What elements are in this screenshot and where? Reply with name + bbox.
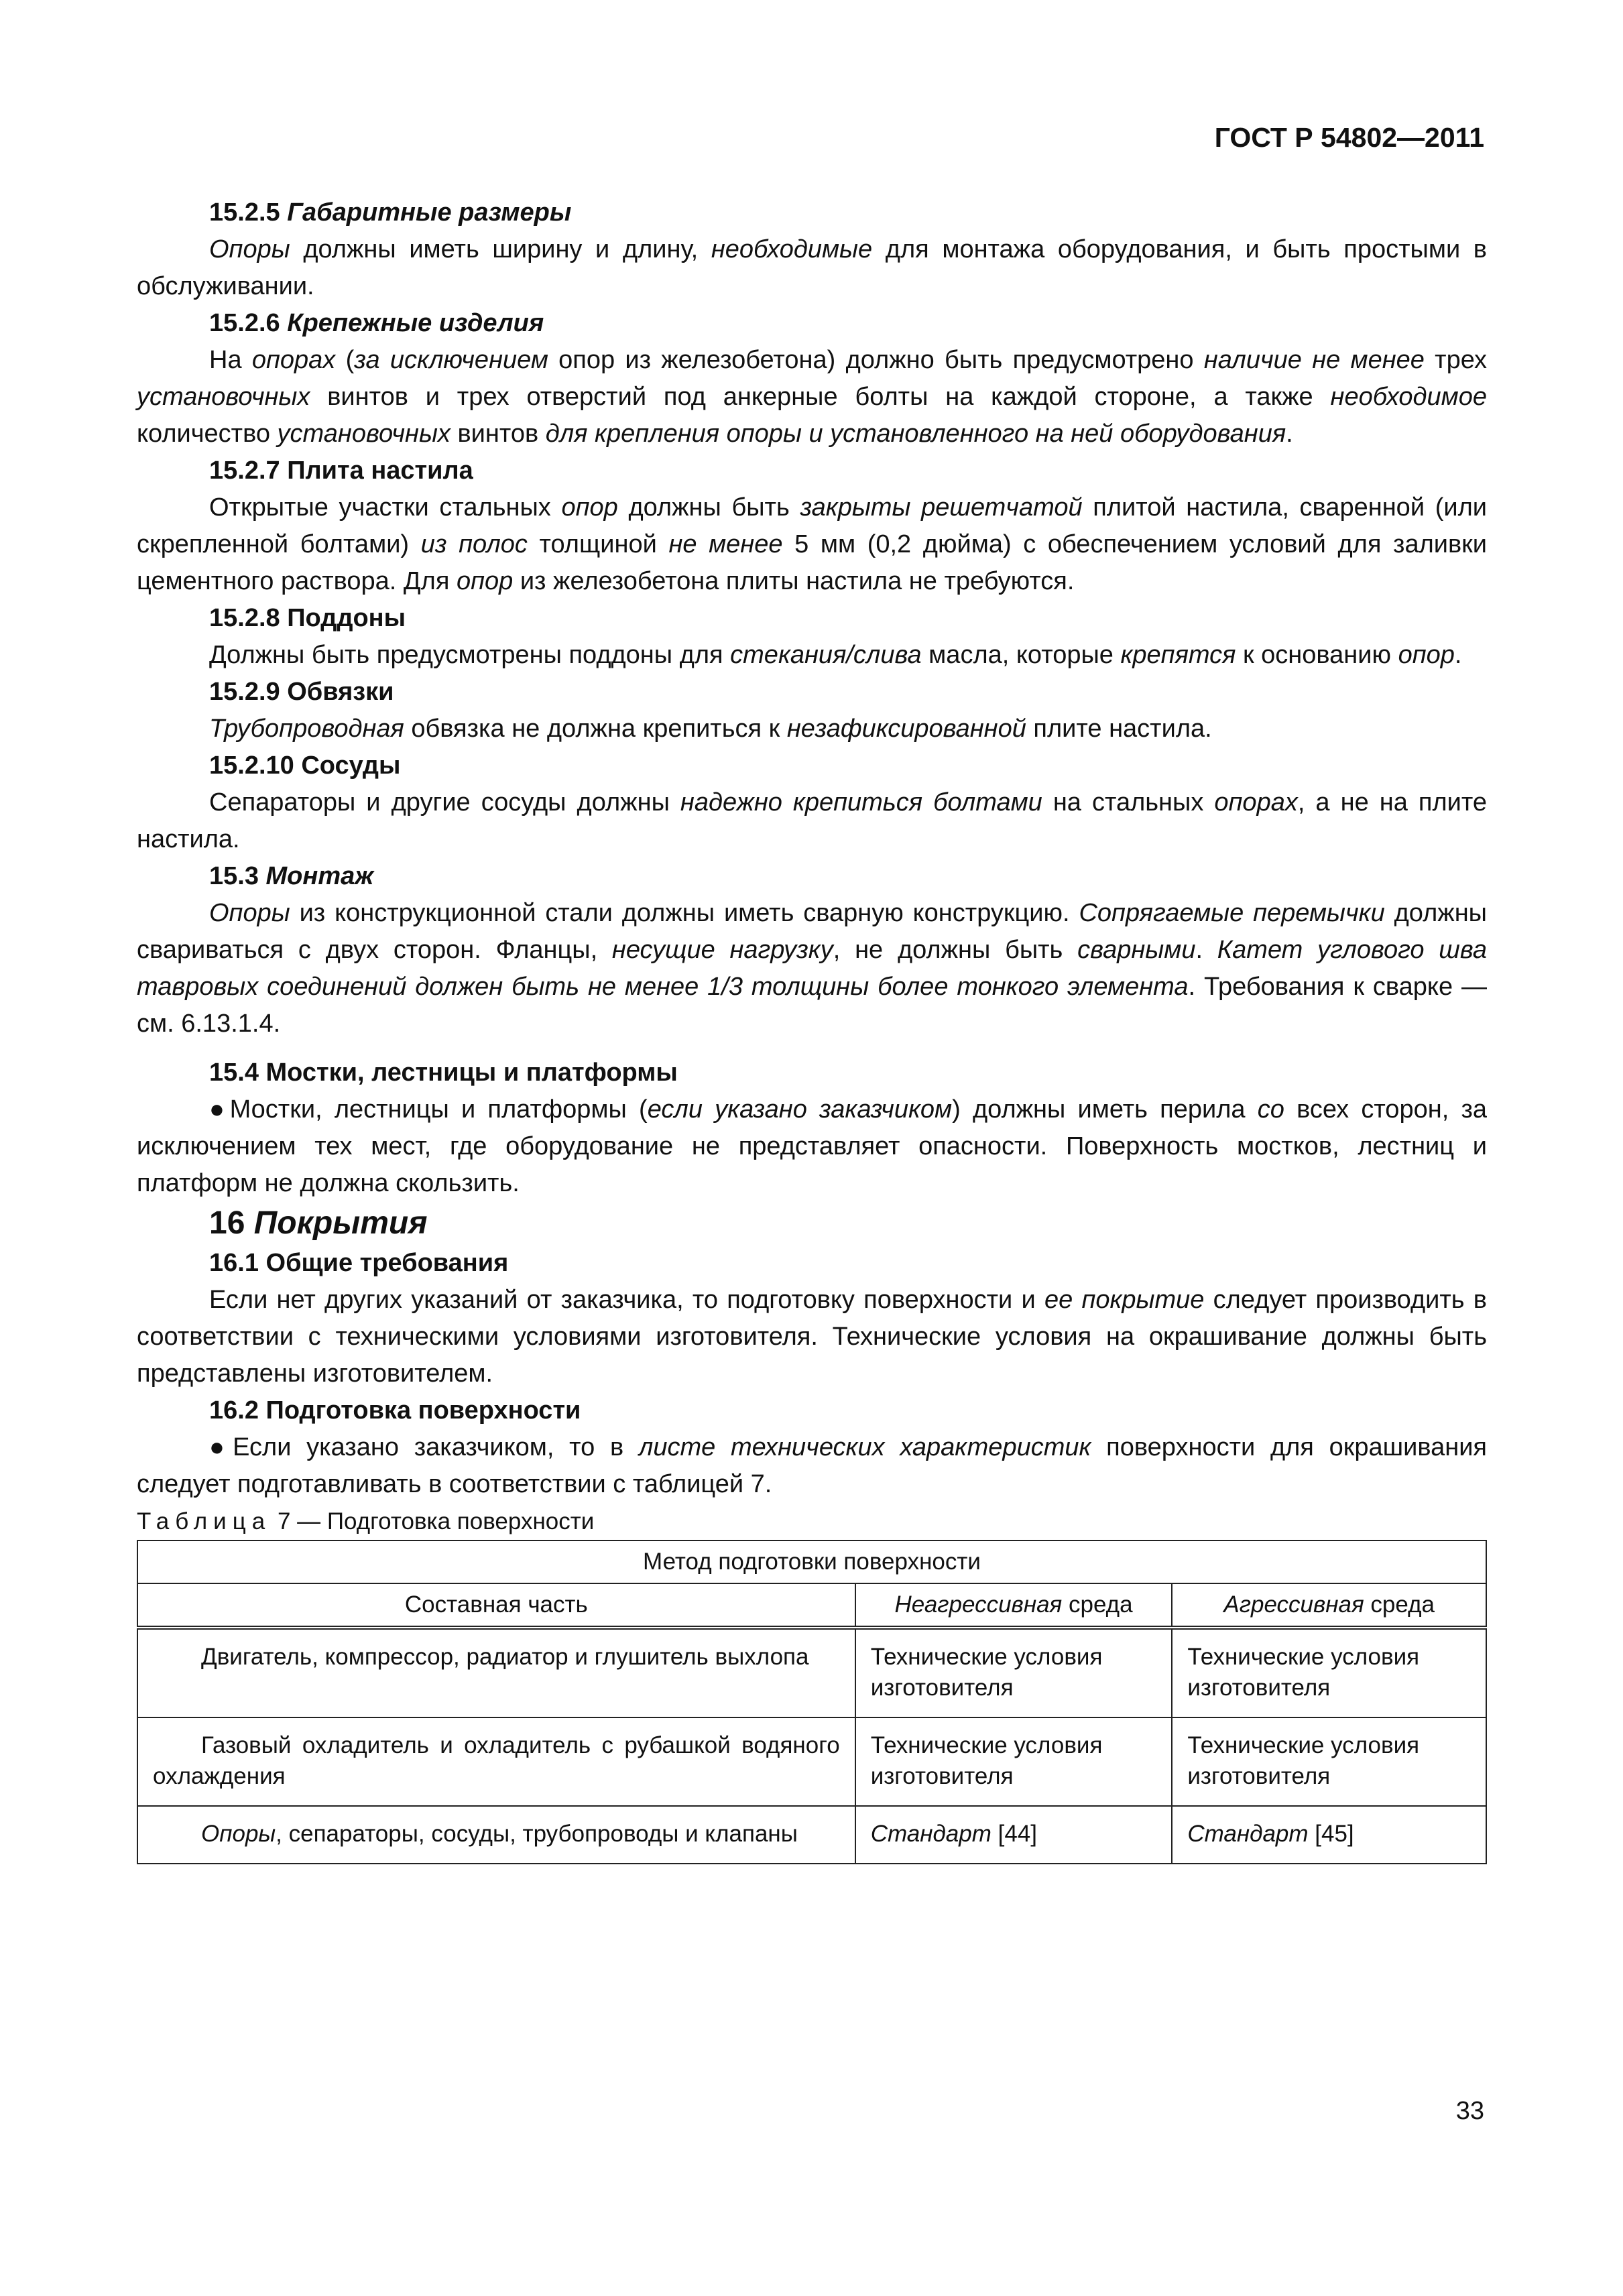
heading-number: 15.2.6 [209,309,288,337]
heading-title: Покрытия [253,1205,428,1241]
text-run: установочных [277,420,450,448]
table-header-row [137,1540,1486,1583]
text-run: [44] [991,1821,1037,1847]
text-run: толщиной [527,530,669,558]
text-run: Сепараторы и другие сосуды должны [209,788,680,817]
text-run: Стандарт [870,1821,991,1847]
text-run: опорах [251,346,336,374]
text-run: Неагрессивная [894,1591,1063,1618]
text-run: . Требования к сварке — см. 6.13.1.4. [137,973,1487,1038]
text-run: . [1195,936,1217,964]
text-run: за исключением [354,346,548,374]
column-header-non-aggressive [855,1583,1173,1628]
text-run: установочных [137,383,310,411]
table-cell: Газовый охладитель и охладитель с рубашкой водяного охлаждения [137,1717,855,1806]
heading-15-2-5 [137,194,1487,231]
text-run: Опоры [209,235,290,263]
text-run: масла, которые [921,641,1121,669]
paragraph-15-2-5 [137,231,1487,305]
heading-title: Монтаж [265,862,374,890]
text-run: из железобетона плиты настила не требуются. [513,567,1075,595]
text-run: должны свариваться с двух сторон. Фланцы, [137,899,1487,964]
text-run: Открытые участки стальных [209,493,562,522]
table-cell: Технические условия изготовителя [1172,1628,1486,1717]
table-caption [137,1503,1487,1540]
text-run: Агрессивная [1223,1591,1364,1618]
text-run: , сепараторы, сосуды, трубопроводы и клапаны [276,1821,798,1847]
text-run: крепятся [1120,641,1236,669]
heading-15-3 [137,858,1487,895]
text-run: среда [1364,1591,1435,1618]
text-run: среда [1062,1591,1133,1618]
text-run: , не должны быть [833,936,1078,964]
text-run: трех [1424,346,1487,374]
heading-15-2-9: 15.2.9 Обвязки [209,678,394,706]
table-cell [137,1806,855,1864]
text-run: , а не на плите настила. [137,788,1487,853]
text-run: плитой настила, сваренной (или скрепленной болтами) [137,493,1487,558]
paragraph-15-2-10 [137,784,1487,858]
table-header-method: Метод подготовки поверхности [137,1540,1486,1583]
paragraph-15-2-8 [137,637,1487,674]
paragraph-15-4 [137,1091,1487,1202]
text-run: На [209,346,252,374]
bullet-icon: ● [209,1095,230,1124]
text-run: должны иметь ширину и длину, [290,235,711,263]
text-run: . [1286,420,1293,448]
text-run: необходимые [711,235,873,263]
text-run: всех сторон, за исключением тех мест, где оборудование не представляет опасности. Поверхность мостков, лестниц и платформ не должна скользить. [137,1095,1488,1197]
heading-15-2-6 [137,305,1487,342]
paragraph-15-3 [137,895,1487,1042]
text-run: из полос [420,530,528,558]
heading-15-2-7: 15.2.7 Плита настила [209,457,473,485]
paragraph-15-2-7 [137,489,1487,600]
text-run: листе технических характеристик [638,1433,1091,1461]
paragraph-15-2-9 [137,711,1487,747]
page-number: 33 [1455,2097,1484,2125]
text-run: Если нет других указаний от заказчика, то подготовку поверхности и [209,1286,1044,1314]
table-row [137,1806,1486,1864]
text-run: если указано заказчиком [647,1095,953,1124]
text-run: следует производить в соответствии с техническими условиями изготовителя. Технические условия на окрашивание должны быть представлены изготовителем. [137,1286,1487,1388]
text-run: Мостки, лестницы и платформы ( [229,1095,648,1124]
heading-16-1: 16.1 Общие требования [209,1249,509,1277]
text-run: должны быть [617,493,800,522]
text-run: опор [1398,641,1455,669]
text-run: ( [335,346,355,374]
table-cell: Технические условия изготовителя [855,1717,1173,1806]
heading-15-2-8: 15.2.8 Поддоны [209,604,406,632]
text-run: из конструкционной стали должны иметь сварную конструкцию. [290,899,1079,927]
text-run: поверхности для окрашивания следует подготавливать в соответствии с таблицей 7. [137,1433,1487,1498]
table-surface-preparation [137,1540,1487,1864]
text-run: наличие не менее [1203,346,1425,374]
text-run: на стальных [1042,788,1215,817]
text-run: плите настила. [1026,715,1212,743]
paragraph-16-2 [137,1429,1487,1503]
heading-number: 15.2.5 [209,198,288,227]
heading-number: 16 [209,1205,254,1241]
document-body [137,194,1487,1864]
text-run: незафиксированной [786,715,1026,743]
text-run: Трубопроводная [209,715,404,743]
text-run: Если указано заказчиком, то в [233,1433,639,1461]
text-run: Стандарт [1187,1821,1309,1847]
text-run: Опоры [209,899,290,927]
text-run: надежно крепиться болтами [680,788,1042,817]
text-run: Должны быть предусмотрены поддоны для [209,641,731,669]
paragraph-16-1 [137,1282,1487,1392]
text-run: [45] [1308,1821,1354,1847]
text-run: не менее [668,530,783,558]
heading-15-4: 15.4 Мостки, лестницы и платформы [209,1059,678,1087]
heading-title: Габаритные размеры [287,198,572,227]
text-run: . [1454,641,1462,669]
text-run: Катет углового шва тавровых соединений должен быть не менее 1/3 толщины более тонкого элемента [137,936,1487,1001]
text-run: необходимое [1330,383,1487,411]
heading-15-2-10: 15.2.10 Сосуды [209,751,401,780]
text-run: количество [137,420,278,448]
heading-16-2: 16.2 Подготовка поверхности [209,1396,581,1425]
bullet-icon: ● [209,1433,233,1461]
text-run: опор [456,567,514,595]
text-run: ее покрытие [1044,1286,1205,1314]
text-run: опор из железобетона) должно быть предусмотрено [548,346,1204,374]
section-16-heading [137,1202,1487,1245]
text-run: винтов и трех отверстий под анкерные болты на каждой стороне, а также [310,383,1331,411]
text-run: 5 мм (0,2 дюйма) с обеспечением условий для заливки цементного раствора. Для [137,530,1488,595]
text-run: опор [561,493,618,522]
text-run: опорах [1214,788,1298,817]
text-run: несущие нагрузку [611,936,833,964]
column-header-aggressive [1172,1583,1486,1628]
text-run: Сопрягаемые перемычки [1079,899,1385,927]
text-run: со [1257,1095,1284,1124]
text-run: сварными [1077,936,1196,964]
text-run: ) должны иметь перила [952,1095,1258,1124]
paragraph-15-2-6 [137,342,1487,452]
heading-number: 15.3 [209,862,266,890]
text-run: закрыты решетчатой [800,493,1083,522]
text-run: для монтажа оборудования, и быть простыми в обслуживании. [137,235,1487,300]
table-caption-title: 7 — Подготовка поверхности [271,1508,595,1534]
table-cell [1172,1806,1486,1864]
text-run: винтов [450,420,546,448]
table-row [137,1717,1486,1806]
heading-title: Крепежные изделия [287,309,544,337]
text-run: к основанию [1236,641,1398,669]
text-run: стекания/слива [730,641,922,669]
table-row [137,1628,1486,1717]
table-cell: Двигатель, компрессор, радиатор и глушитель выхлопа [137,1628,855,1717]
table-header-row [137,1583,1486,1628]
table-cell: Технические условия изготовителя [1172,1717,1486,1806]
document-code: ГОСТ Р 54802—2011 [1214,122,1484,153]
text-run: Опоры [201,1821,276,1847]
table-caption-word: Таблица [137,1508,272,1534]
table-cell [855,1806,1173,1864]
column-header-component: Составная часть [137,1583,855,1628]
text-run: обвязка не должна крепиться к [404,715,787,743]
text-run: для крепления опоры и установленного на ней оборудования [545,420,1286,448]
table-cell: Технические условия изготовителя [855,1628,1173,1717]
